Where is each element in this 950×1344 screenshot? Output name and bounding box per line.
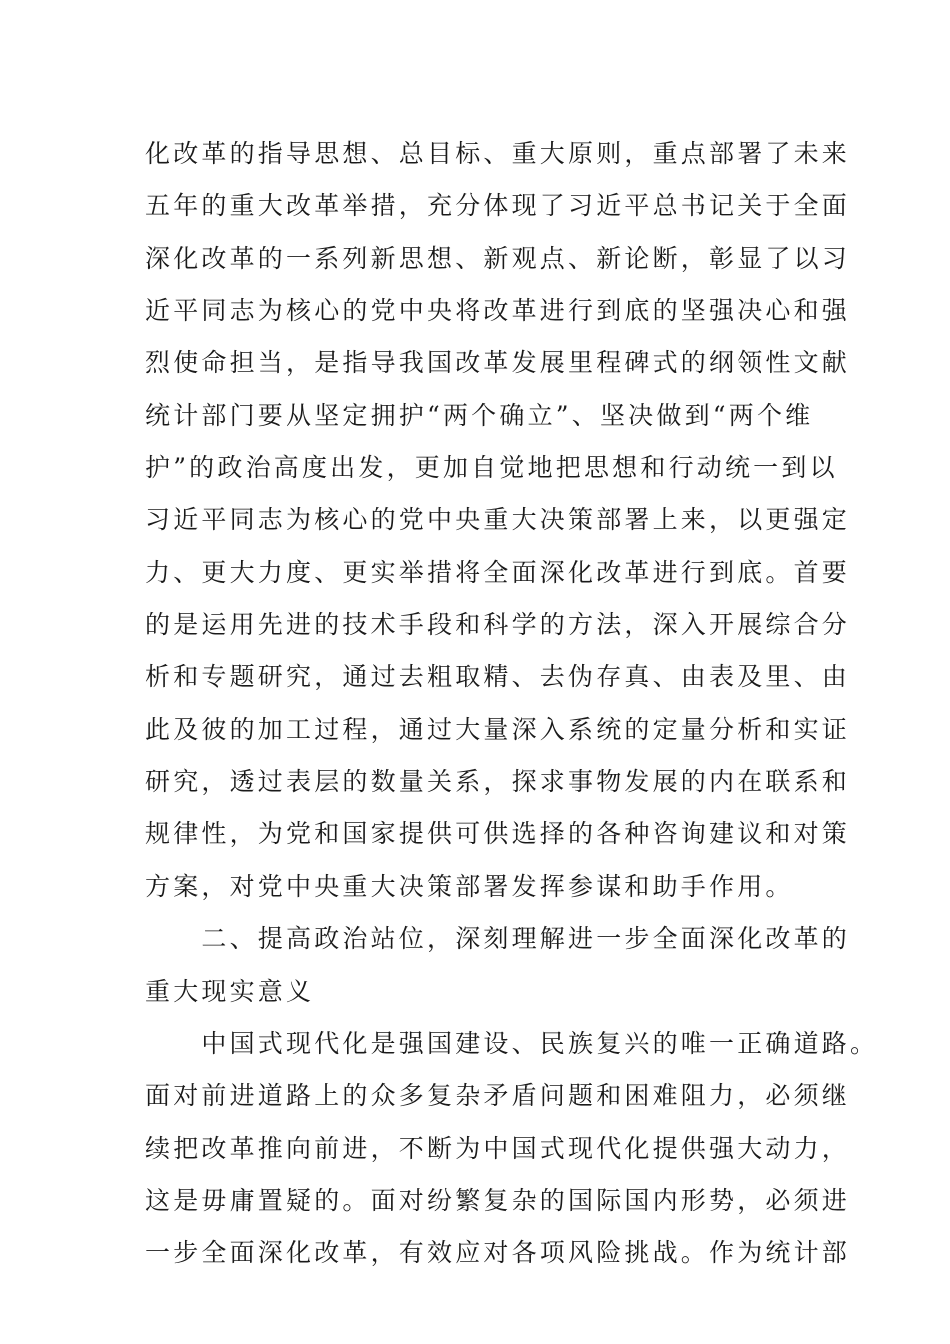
text-line: 析和专题研究，通过去粗取精、去伪存真、由表及里、由 xyxy=(145,662,851,692)
section-heading-line: 二、提高政治站位，深刻理解进一步全面深化改革的 xyxy=(145,924,851,954)
text-line: 这是毋庸置疑的。面对纷繁复杂的国际国内形势，必须进 xyxy=(145,1185,851,1215)
text-line: 习近平同志为核心的党中央重大决策部署上来，以更强定 xyxy=(145,505,851,535)
text-line: 一步全面深化改革，有效应对各项风险挑战。作为统计部 xyxy=(145,1238,851,1268)
text-line: 方案，对党中央重大决策部署发挥参谋和助手作用。 xyxy=(145,871,794,901)
text-line: 力、更大力度、更实举措将全面深化改革进行到底。首要 xyxy=(145,557,851,587)
text-line: 规律性，为党和国家提供可供选择的各种咨询建议和对策 xyxy=(145,819,851,849)
text-line: 五年的重大改革举措，充分体现了习近平总书记关于全面 xyxy=(145,191,851,221)
text-line: 烈使命担当，是指导我国改革发展里程碑式的纲领性文献 xyxy=(145,348,851,378)
text-line: 续把改革推向前进，不断为中国式现代化提供强大动力， xyxy=(145,1133,851,1163)
text-line: 化改革的指导思想、总目标、重大原则，重点部署了未来 xyxy=(145,139,851,168)
text-line: 面对前进道路上的众多复杂矛盾问题和困难阻力，必须继 xyxy=(145,1081,851,1111)
text-line: 护”的政治高度出发，更加自觉地把思想和行动统一到以 xyxy=(145,453,838,483)
body-text xyxy=(145,128,879,1280)
section-heading-line: 重大现实意义 xyxy=(145,976,315,1006)
text-line: 近平同志为核心的党中央将改革进行到底的坚强决心和强 xyxy=(145,296,851,326)
text-line: 中国式现代化是强国建设、民族复兴的唯一正确道路。 xyxy=(145,1028,879,1058)
text-line: 的是运用先进的技术手段和科学的方法，深入开展综合分 xyxy=(145,610,851,640)
text-line: 此及彼的加工过程，通过大量深入系统的定量分析和实证 xyxy=(145,714,851,744)
text-line: 统计部门要从坚定拥护“两个确立”、坚决做到“两个维 xyxy=(145,400,814,430)
text-line: 研究，透过表层的数量关系，探求事物发展的内在联系和 xyxy=(145,767,851,797)
text-line: 深化改革的一系列新思想、新观点、新论断，彰显了以习 xyxy=(145,243,851,273)
